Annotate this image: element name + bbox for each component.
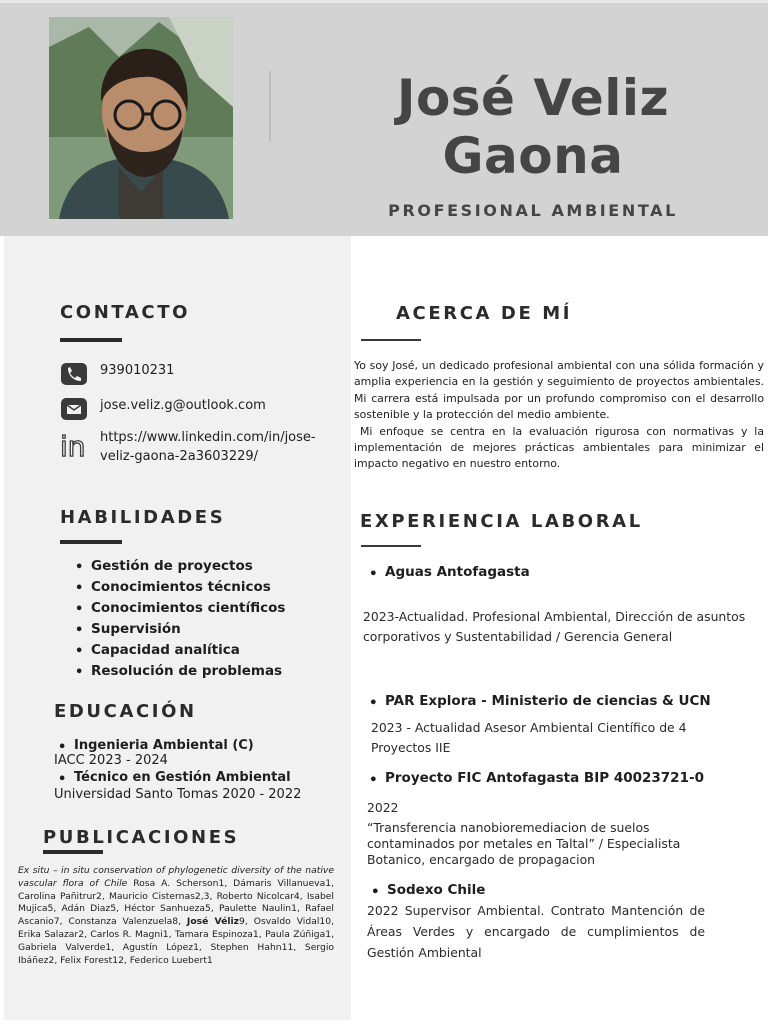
linkedin-icon: in [60,430,86,463]
about-paragraph: Mi enfoque se centra en la evaluación rigurosa con normativas y la implementación de mejores prácticas ambientales para minimizar el impacto negativo en nuestro entorno. [354,424,764,471]
list-item: • Conocimientos técnicos [75,579,285,595]
profession-title: PROFESIONAL AMBIENTAL [388,201,678,220]
experience-underline [361,545,421,547]
about-heading: ACERCA DE MÍ [396,303,573,324]
publication-author-highlight: José Véliz [186,916,240,928]
job-company: • PAR Explora - Ministerio de ciencias & UCN [363,693,711,709]
skills-underline [60,540,122,544]
publications-heading: PUBLICACIONES [43,827,240,848]
phone-icon [60,361,100,387]
list-item: • Resolución de problemas [75,663,285,679]
profile-photo [49,17,233,219]
contact-email [60,396,266,422]
contact-underline [60,338,122,342]
job-year: 2022 [367,800,399,815]
education-degree: • Ingenieria Ambiental (C) [54,738,254,753]
about-paragraph: Yo soy José, un dedicado profesional ambiental con una sólida formación y amplia experiencia en la gestión y seguimiento de proyectos ambientales. Mi carrera está impulsada por un profundo compromiso con el desarrollo sostenible y la protección del medio ambiente. [354,359,764,422]
linkedin-url[interactable]: https://www.linkedin.com/in/jose- veliz-gaona-2a3603229/ [100,430,316,464]
about-text [354,358,764,473]
job-description: “Transferencia nanobioremediacion de suelos contaminados por metales en Taltal” / Especialista Botanico, encargado de propagacion [367,820,681,867]
education-item [54,770,301,802]
email-icon [60,396,100,422]
education-detail: IACC 2023 - 2024 [54,753,168,768]
job-company: • Proyecto FIC Antofagasta BIP 40023721-0 [363,770,704,786]
skills-heading: HABILIDADES [60,507,226,528]
contact-linkedin [60,428,316,466]
education-degree: • Técnico en Gestión Ambiental [54,770,301,785]
publications-underline [43,850,103,854]
contact-heading: CONTACTO [60,302,190,323]
education-item [54,738,254,768]
list-item: • Capacidad analítica [75,642,285,658]
list-item: • Conocimientos científicos [75,600,285,616]
education-heading: EDUCACIÓN [54,701,197,722]
about-underline [361,339,421,341]
person-name: José Veliz Gaona [396,69,670,185]
job-company: • Sodexo Chile [365,882,485,898]
job-company: • Aguas Antofagasta [363,564,530,580]
job-description: 2022 Supervisor Ambiental. Contrato Mantención de Áreas Verdes y encargado de cumplimientos de Gestión Ambiental [367,903,705,960]
list-item: • Gestión de proyectos [75,558,285,574]
publication-title: Ex situ – in situ conservation of phylogenetic diversity of the native vascular flora of Chile [18,865,334,889]
skills-list [75,558,285,679]
contact-phone [60,361,174,387]
job-description: 2023-Actualidad. Profesional Ambiental, Dirección de asuntos corporativos y Sustentabilidad / Gerencia General [363,609,746,644]
phone-number[interactable]: 939010231 [100,363,175,378]
experience-heading: EXPERIENCIA LABORAL [360,511,643,532]
list-item: • Supervisión [75,621,285,637]
publication-authors: Rosa A. Scherson1, Dámaris Villanueva1, Carolina Pañitrur2, Mauricio Cisternas2,3, Roberto Nicolcar4, Isabel Mujica5, Adán Diaz5, Héctor Sanhueza5, Paulette Naulin1, Rafael Ascanio7, Constanza Valenzuela8, [18,877,334,928]
email-address[interactable]: jose.veliz.g@outlook.com [100,398,266,413]
job-description: 2023 - Actualidad Asesor Ambiental Científico de 4 Proyectos IIE [371,720,687,755]
publication-authors-rest: 9, Osvaldo Vidal10, Erika Salazar2, Carlos R. Magni1, Tamara Espinoza1, Paula Zúñiga1, Gabriela Valverde1, Agustín López1, Stephen Hahn11, Sergio Ibáñez2, Felix Forest12, Federico Luebert1 [18,916,334,966]
header-banner [0,0,768,236]
publication-entry [18,865,334,967]
education-detail: Universidad Santo Tomas 2020 - 2022 [54,787,302,802]
header-divider [269,71,271,141]
